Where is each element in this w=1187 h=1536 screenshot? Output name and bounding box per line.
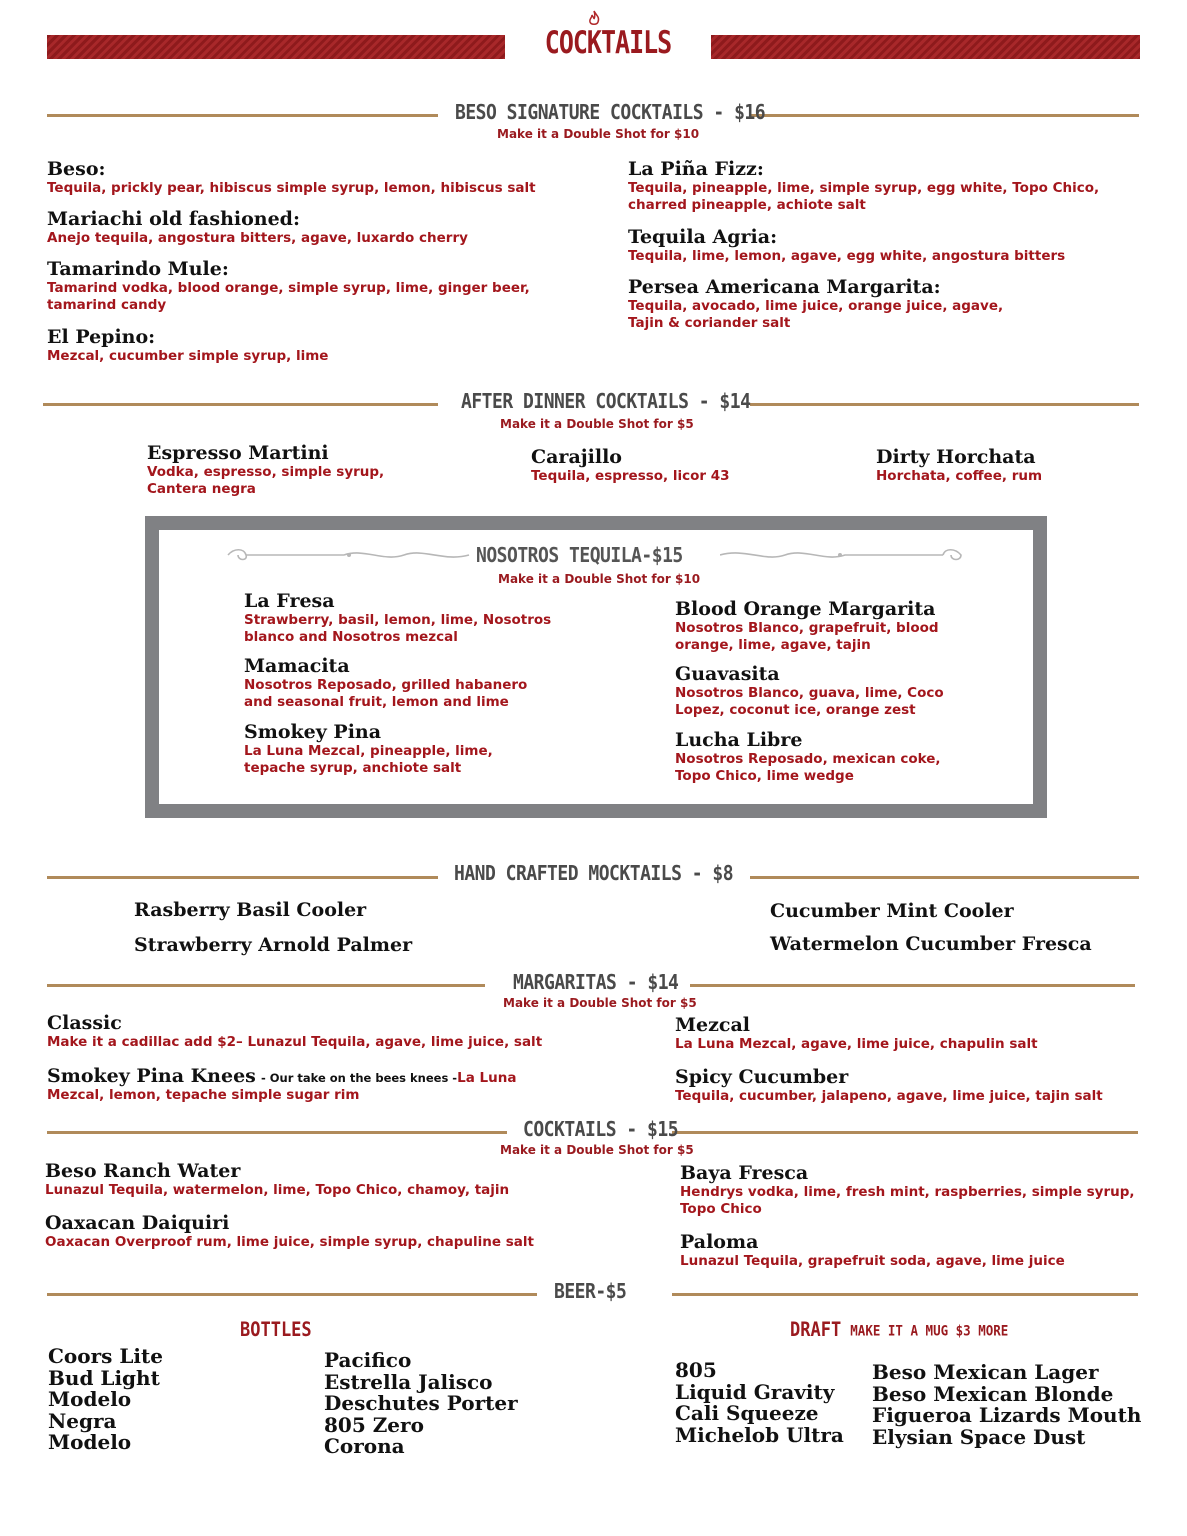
margaritas-rule-right [690,984,1135,987]
beer-item: Figueroa Lizards Mouth [872,1403,1142,1427]
signature-item [47,326,587,365]
item-name: Espresso Martini [147,442,329,464]
item-name: Oaxacan Daiquiri [45,1212,230,1234]
draft-heading [790,1320,1008,1340]
nosotros-item [244,721,514,777]
signature-rule-right [750,114,1139,117]
item-name: Baya Fresca [680,1162,809,1184]
item-note: - Our take on the bees knees - [260,1071,458,1085]
mocktail-name: Watermelon Cucumber Fresca [770,933,1092,955]
item-name: Tamarindo Mule: [47,258,229,280]
item-desc: Horchata, coffee, rum [876,468,1043,484]
signature-title: BESO SIGNATURE COCKTAILS - $16 [455,100,766,125]
after-dinner-rule-right [750,403,1139,406]
item-name: Mariachi old fashioned: [47,208,300,230]
after-dinner-item [531,446,791,485]
mocktails-rule-left [47,876,438,879]
mocktail-name: Strawberry Arnold Palmer [134,934,413,956]
nosotros-item [675,598,955,654]
beer-title: BEER-$5 [554,1279,627,1304]
draft-list-2 [872,1362,1141,1448]
beer-item: Deschutes Porter [324,1391,518,1415]
item-name: Carajillo [531,446,622,468]
item-desc: Hendrys vodka, lime, fresh mint, raspberries, simple syrup, Topo Chico [680,1184,1135,1217]
cocktails-title: COCKTAILS - $15 [523,1117,679,1142]
bottles-heading: BOTTLES [240,1318,312,1342]
margarita-item [47,1012,607,1051]
nosotros-title: NOSOTROS TEQUILA-$15 [476,543,683,568]
mocktail-name: Cucumber Mint Cooler [770,900,1014,922]
item-name: Dirty Horchata [876,446,1036,468]
item-name: Lucha Libre [675,729,803,751]
margaritas-title: MARGARITAS - $14 [513,970,679,995]
bottles-list-2 [324,1350,518,1458]
beer-item: Modelo [48,1387,132,1411]
item-desc: Tequila, pineapple, lime, simple syrup, egg white, Topo Chico, charred pineapple, achiote salt [628,180,1100,213]
margaritas-rule-left [47,984,485,987]
mocktail-name: Rasberry Basil Cooler [134,899,367,921]
after-dinner-rule-left [43,403,438,406]
cocktails-rule-right [672,1131,1138,1134]
item-desc: Vodka, espresso, simple syrup, Cantera negra [147,464,385,497]
after-dinner-item [876,446,1136,485]
item-desc: Strawberry, basil, lemon, lime, Nosotros blanco and Nosotros mezcal [244,612,552,645]
cocktail-item [680,1162,1140,1218]
signature-item [47,208,587,247]
cocktail-item [680,1231,1140,1270]
signature-rule-left [47,114,438,117]
item-desc: La Luna Mezcal, agave, lime juice, chapulin salt [675,1036,1038,1052]
item-name: La Fresa [244,590,335,612]
beer-item: Bud Light [48,1365,160,1390]
item-desc: La Luna Mezcal, pineapple, lime, tepache syrup, anchiote salt [244,743,493,776]
draft-note: MAKE IT A MUG $3 MORE [850,1321,1009,1340]
nosotros-subtitle: Make it a Double Shot for $10 [498,572,701,586]
cocktails-subtitle: Make it a Double Shot for $5 [500,1143,694,1157]
margarita-item [47,1065,607,1104]
beer-item: Elysian Space Dust [872,1424,1086,1449]
after-dinner-subtitle: Make it a Double Shot for $5 [500,417,694,431]
beer-rule-right [672,1293,1138,1296]
item-desc: Lunazul Tequila, grapefruit soda, agave, lime juice [680,1253,1065,1269]
item-name: Mezcal [675,1014,751,1036]
item-name: Beso: [47,158,106,180]
mocktails-rule-right [750,876,1139,879]
after-dinner-item [147,442,407,498]
item-name: Persea Americana Margarita: [628,276,941,298]
margaritas-subtitle: Make it a Double Shot for $5 [503,996,697,1010]
beer-item: Cali Squeeze [675,1401,819,1425]
item-desc: Tequila, espresso, licor 43 [531,468,730,484]
item-desc: Tequila, cucumber, jalapeno, agave, lime juice, tajin salt [675,1088,1103,1104]
nosotros-item [675,729,955,785]
beer-item: Michelob Ultra [675,1422,844,1447]
beer-item: Negra [48,1408,117,1433]
cocktail-item [45,1160,605,1199]
cocktails-rule-left [47,1131,507,1134]
item-desc: Nosotros Blanco, grapefruit, blood orange, lime, agave, tajin [675,620,939,653]
beer-item: Estrella Jalisco [324,1369,493,1394]
item-desc: Oaxacan Overproof rum, lime juice, simple syrup, chapuline salt [45,1234,534,1250]
item-desc-lead: La Luna [457,1070,517,1086]
item-desc: Nosotros Reposado, mexican coke, Topo Chico, lime wedge [675,751,941,784]
beer-item: 805 Zero [324,1412,424,1437]
draft-list-1 [675,1360,844,1446]
margarita-item [675,1066,1145,1105]
beer-item: Coors Lite [48,1344,163,1368]
page-title: COCKTAILS [544,24,672,61]
item-name: Tequila Agria: [628,226,778,248]
header-banner-left [47,35,505,59]
item-name: Classic [47,1012,122,1034]
beer-item: Corona [324,1434,405,1458]
signature-item [628,158,1108,214]
item-name: La Piña Fizz: [628,158,764,180]
item-name: Mamacita [244,655,350,677]
nosotros-item [244,590,564,646]
mocktails-title: HAND CRAFTED MOCKTAILS - $8 [454,861,734,886]
signature-item [47,158,587,197]
cocktail-item [45,1212,605,1251]
nosotros-item [675,663,955,719]
item-name: Spicy Cucumber [675,1066,849,1088]
bottles-list-1 [48,1346,163,1454]
item-desc: Nosotros Reposado, grilled habanero and seasonal fruit, lemon and lime [244,677,528,710]
signature-item [47,258,537,314]
nosotros-item [244,655,544,711]
item-desc: Tequila, prickly pear, hibiscus simple syrup, lemon, hibiscus salt [47,180,536,196]
beer-rule-left [47,1293,537,1296]
item-desc: Nosotros Blanco, guava, lime, Coco Lopez, coconut ice, orange zest [675,685,944,718]
item-name: Smokey Pina Knees [47,1065,256,1087]
item-desc: Mezcal, cucumber simple syrup, lime [47,348,329,364]
item-desc: Anejo tequila, angostura bitters, agave, luxardo cherry [47,230,468,246]
item-desc: Make it a cadillac add $2– Lunazul Tequila, agave, lime juice, salt [47,1034,543,1050]
item-name: Paloma [680,1231,759,1253]
beer-item: Modelo [48,1430,132,1454]
after-dinner-title: AFTER DINNER COCKTAILS - $14 [461,389,751,414]
beer-item: Beso Mexican Blonde [872,1381,1114,1406]
item-name: El Pepino: [47,326,156,348]
item-desc: Tamarind vodka, blood orange, simple syrup, lime, ginger beer, tamarind candy [47,280,530,313]
beer-item: 805 [675,1358,717,1382]
item-desc: Mezcal, lemon, tepache simple sugar rim [47,1087,360,1103]
item-name: Beso Ranch Water [45,1160,241,1182]
margarita-item [675,1014,1145,1053]
beer-item: Pacifico [324,1348,412,1372]
header-banner-right [711,35,1140,59]
beer-item: Liquid Gravity [675,1379,835,1404]
draft-label: DRAFT [790,1318,842,1342]
item-name: Smokey Pina [244,721,382,743]
scroll-ornament-right-icon [720,548,965,562]
item-desc: Lunazul Tequila, watermelon, lime, Topo Chico, chamoy, tajin [45,1182,510,1198]
signature-subtitle: Make it a Double Shot for $10 [497,127,700,141]
signature-item [628,276,1008,332]
item-desc: Tequila, avocado, lime juice, orange juice, agave, Tajin & coriander salt [628,298,1004,331]
beer-item: Beso Mexican Lager [872,1360,1099,1384]
item-name: Guavasita [675,663,780,685]
signature-item [628,226,1108,265]
scroll-ornament-left-icon [224,548,474,562]
item-name: Blood Orange Margarita [675,598,936,620]
item-desc: Tequila, lime, lemon, agave, egg white, angostura bitters [628,248,1066,264]
